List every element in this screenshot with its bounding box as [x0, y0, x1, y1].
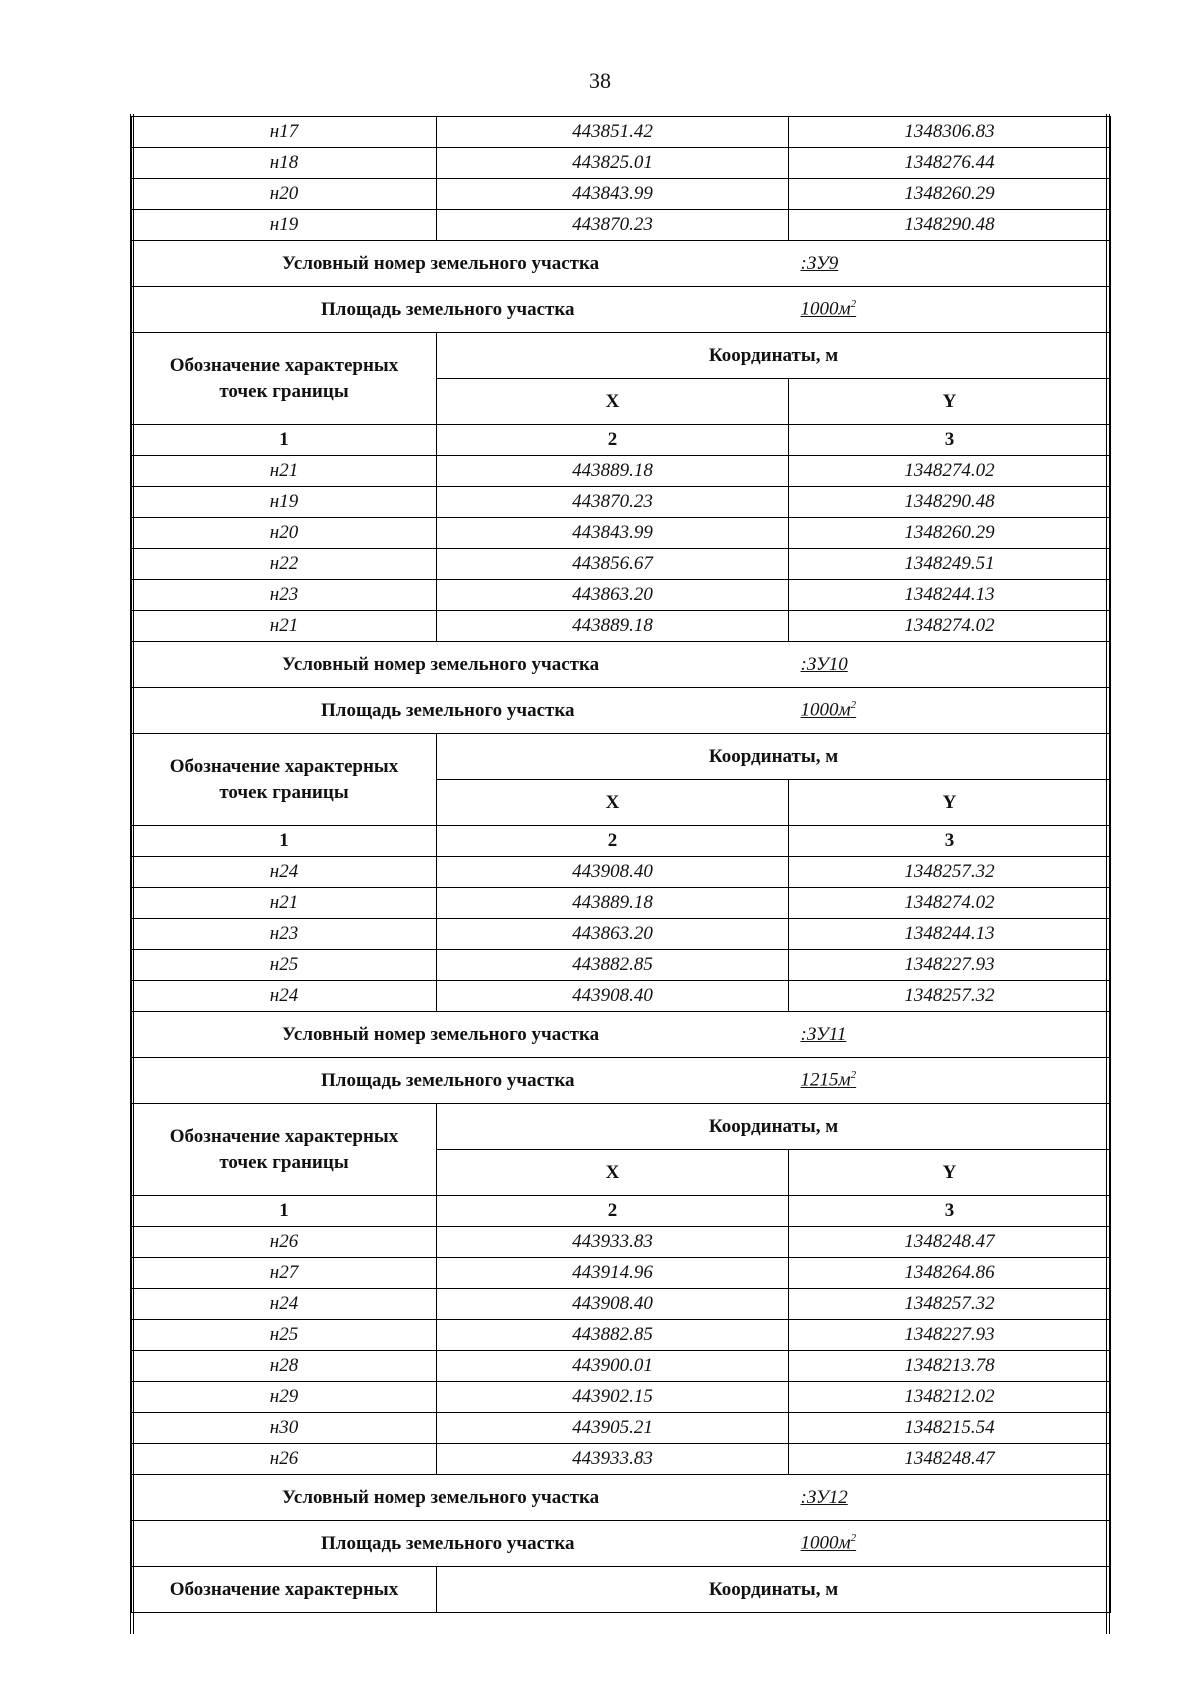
- y-coordinate-cell: 1348257.32: [789, 1289, 1111, 1320]
- area-unit-superscript: 2: [850, 699, 857, 712]
- points-header: [132, 1567, 437, 1613]
- x-coordinate-cell: 443863.20: [437, 919, 789, 950]
- column-number-row: [132, 1196, 1111, 1227]
- parcel-number-label: Условный номер земельного участка: [132, 1012, 789, 1058]
- area-number: 1215: [800, 1069, 839, 1091]
- y-coordinate-cell: 1348274.02: [789, 456, 1111, 487]
- x-coordinate-cell: 443889.18: [437, 611, 789, 642]
- coordinates-header: Координаты, м: [437, 1104, 1111, 1150]
- y-coordinate-cell: 1348248.47: [789, 1444, 1111, 1475]
- area-number: 1000: [800, 1532, 839, 1554]
- table-row: [132, 148, 1111, 179]
- coordinates-document: [131, 116, 1110, 1613]
- x-coordinate-cell: 443908.40: [437, 857, 789, 888]
- column-number-2: 2: [437, 826, 789, 857]
- point-name-cell: н29: [132, 1382, 437, 1413]
- parcel-number-value: :ЗУ12: [789, 1475, 1111, 1521]
- y-coordinate-cell: 1348215.54: [789, 1413, 1111, 1444]
- table-row: [132, 1413, 1111, 1444]
- point-name-cell: н30: [132, 1413, 437, 1444]
- coordinates-table: [131, 116, 1111, 1613]
- column-number-2: 2: [437, 1196, 789, 1227]
- table-row: [132, 1351, 1111, 1382]
- table-row: [132, 518, 1111, 549]
- y-coordinate-cell: 1348213.78: [789, 1351, 1111, 1382]
- point-name-cell: н25: [132, 950, 437, 981]
- table-row: [132, 1382, 1111, 1413]
- x-column-header: X: [437, 780, 789, 826]
- column-number-3: 3: [789, 1196, 1111, 1227]
- point-name-cell: н28: [132, 1351, 437, 1382]
- points-header-line1: Обозначение характерных: [169, 354, 399, 376]
- table-row: [132, 1444, 1111, 1475]
- table-row: [132, 1289, 1111, 1320]
- area-number: 1000: [800, 298, 839, 320]
- parcel-area-row: [132, 688, 1111, 734]
- column-number-1: 1: [132, 1196, 437, 1227]
- points-header: [132, 1104, 437, 1196]
- y-column-header: Y: [789, 1150, 1111, 1196]
- y-coordinate-cell: 1348244.13: [789, 580, 1111, 611]
- point-name-cell: н19: [132, 210, 437, 241]
- x-coordinate-cell: 443882.85: [437, 950, 789, 981]
- parcel-area-value: [789, 688, 1111, 734]
- table-row: [132, 857, 1111, 888]
- y-coordinate-cell: 1348290.48: [789, 487, 1111, 518]
- y-column-header: Y: [789, 379, 1111, 425]
- x-coordinate-cell: 443889.18: [437, 888, 789, 919]
- point-name-cell: н22: [132, 549, 437, 580]
- parcel-area-row: [132, 1058, 1111, 1104]
- column-number-2: 2: [437, 425, 789, 456]
- parcel-area-label: Площадь земельного участка: [132, 287, 789, 333]
- table-row: [132, 1227, 1111, 1258]
- point-name-cell: н26: [132, 1227, 437, 1258]
- points-header-line2: точек границы: [219, 1151, 349, 1173]
- y-coordinate-cell: 1348290.48: [789, 210, 1111, 241]
- parcel-number-label: Условный номер земельного участка: [132, 1475, 789, 1521]
- points-header-line2: точек границы: [219, 380, 349, 402]
- x-column-header: X: [437, 1150, 789, 1196]
- parcel-area-label: Площадь земельного участка: [132, 1521, 789, 1567]
- table-row: [132, 611, 1111, 642]
- y-coordinate-cell: 1348260.29: [789, 518, 1111, 549]
- point-name-cell: н23: [132, 580, 437, 611]
- x-coordinate-cell: 443851.42: [437, 117, 789, 148]
- area-unit: м: [838, 699, 851, 721]
- y-coordinate-cell: 1348212.02: [789, 1382, 1111, 1413]
- table-row: [132, 1258, 1111, 1289]
- area-unit: м: [838, 1069, 851, 1091]
- table-row: [132, 1320, 1111, 1351]
- table-row: [132, 117, 1111, 148]
- page-number: 38: [589, 68, 611, 93]
- parcel-number-row: [132, 1475, 1111, 1521]
- parcel-number-row: [132, 1012, 1111, 1058]
- parcel-area-value: [789, 1058, 1111, 1104]
- points-header: [132, 734, 437, 826]
- header-row: [132, 1567, 1111, 1613]
- coordinates-header: Координаты, м: [437, 1567, 1111, 1613]
- parcel-area-label: Площадь земельного участка: [132, 1058, 789, 1104]
- parcel-area-row: [132, 1521, 1111, 1567]
- header-row: [132, 333, 1111, 379]
- point-name-cell: н24: [132, 1289, 437, 1320]
- point-name-cell: н17: [132, 117, 437, 148]
- y-coordinate-cell: 1348274.02: [789, 611, 1111, 642]
- point-name-cell: н18: [132, 148, 437, 179]
- area-unit: м: [838, 298, 851, 320]
- parcel-area-row: [132, 287, 1111, 333]
- parcel-number-row: [132, 642, 1111, 688]
- point-name-cell: н20: [132, 179, 437, 210]
- table-row: [132, 487, 1111, 518]
- point-name-cell: н27: [132, 1258, 437, 1289]
- points-header-line1: Обозначение характерных: [169, 1125, 399, 1147]
- y-column-header: Y: [789, 780, 1111, 826]
- area-number: 1000: [800, 699, 839, 721]
- y-coordinate-cell: 1348227.93: [789, 1320, 1111, 1351]
- x-coordinate-cell: 443905.21: [437, 1413, 789, 1444]
- y-coordinate-cell: 1348257.32: [789, 981, 1111, 1012]
- area-unit: м: [838, 1532, 851, 1554]
- y-coordinate-cell: 1348249.51: [789, 549, 1111, 580]
- column-number-row: [132, 826, 1111, 857]
- table-row: [132, 210, 1111, 241]
- table-row: [132, 950, 1111, 981]
- y-coordinate-cell: 1348244.13: [789, 919, 1111, 950]
- x-coordinate-cell: 443933.83: [437, 1444, 789, 1475]
- parcel-number-value: :ЗУ10: [789, 642, 1111, 688]
- y-coordinate-cell: 1348264.86: [789, 1258, 1111, 1289]
- table-row: [132, 549, 1111, 580]
- column-number-1: 1: [132, 826, 437, 857]
- point-name-cell: н21: [132, 456, 437, 487]
- y-coordinate-cell: 1348276.44: [789, 148, 1111, 179]
- point-name-cell: н24: [132, 981, 437, 1012]
- point-name-cell: н25: [132, 1320, 437, 1351]
- x-coordinate-cell: 443863.20: [437, 580, 789, 611]
- parcel-area-label: Площадь земельного участка: [132, 688, 789, 734]
- y-coordinate-cell: 1348260.29: [789, 179, 1111, 210]
- x-coordinate-cell: 443825.01: [437, 148, 789, 179]
- x-coordinate-cell: 443870.23: [437, 487, 789, 518]
- table-row: [132, 456, 1111, 487]
- area-unit-superscript: 2: [850, 1069, 857, 1082]
- table-row: [132, 580, 1111, 611]
- table-row: [132, 981, 1111, 1012]
- header-row: [132, 734, 1111, 780]
- parcel-number-row: [132, 241, 1111, 287]
- points-header-line1: Обозначение характерных: [169, 755, 399, 777]
- points-header: [132, 333, 437, 425]
- table-row: [132, 888, 1111, 919]
- x-coordinate-cell: 443908.40: [437, 981, 789, 1012]
- point-name-cell: н21: [132, 888, 437, 919]
- x-coordinate-cell: 443882.85: [437, 1320, 789, 1351]
- x-coordinate-cell: 443900.01: [437, 1351, 789, 1382]
- area-unit-superscript: 2: [850, 298, 857, 311]
- column-number-1: 1: [132, 425, 437, 456]
- points-header-line2: точек границы: [219, 781, 349, 803]
- parcel-number-value: :ЗУ11: [789, 1012, 1111, 1058]
- y-coordinate-cell: 1348257.32: [789, 857, 1111, 888]
- x-coordinate-cell: 443914.96: [437, 1258, 789, 1289]
- table-row: [132, 919, 1111, 950]
- points-header-line1: Обозначение характерных: [169, 1578, 399, 1600]
- column-number-3: 3: [789, 425, 1111, 456]
- column-number-row: [132, 425, 1111, 456]
- x-coordinate-cell: 443933.83: [437, 1227, 789, 1258]
- table-row: [132, 179, 1111, 210]
- parcel-number-label: Условный номер земельного участка: [132, 642, 789, 688]
- parcel-area-value: [789, 287, 1111, 333]
- parcel-area-value: [789, 1521, 1111, 1567]
- x-coordinate-cell: 443843.99: [437, 179, 789, 210]
- point-name-cell: н24: [132, 857, 437, 888]
- x-coordinate-cell: 443856.67: [437, 549, 789, 580]
- x-column-header: X: [437, 379, 789, 425]
- x-coordinate-cell: 443902.15: [437, 1382, 789, 1413]
- point-name-cell: н23: [132, 919, 437, 950]
- coordinates-header: Координаты, м: [437, 333, 1111, 379]
- point-name-cell: н26: [132, 1444, 437, 1475]
- x-coordinate-cell: 443870.23: [437, 210, 789, 241]
- parcel-number-value: :ЗУ9: [789, 241, 1111, 287]
- column-number-3: 3: [789, 826, 1111, 857]
- point-name-cell: н21: [132, 611, 437, 642]
- x-coordinate-cell: 443908.40: [437, 1289, 789, 1320]
- y-coordinate-cell: 1348248.47: [789, 1227, 1111, 1258]
- x-coordinate-cell: 443889.18: [437, 456, 789, 487]
- header-row: [132, 1104, 1111, 1150]
- coordinates-header: Координаты, м: [437, 734, 1111, 780]
- y-coordinate-cell: 1348274.02: [789, 888, 1111, 919]
- y-coordinate-cell: 1348306.83: [789, 117, 1111, 148]
- x-coordinate-cell: 443843.99: [437, 518, 789, 549]
- parcel-number-label: Условный номер земельного участка: [132, 241, 789, 287]
- point-name-cell: н19: [132, 487, 437, 518]
- y-coordinate-cell: 1348227.93: [789, 950, 1111, 981]
- point-name-cell: н20: [132, 518, 437, 549]
- area-unit-superscript: 2: [850, 1532, 857, 1545]
